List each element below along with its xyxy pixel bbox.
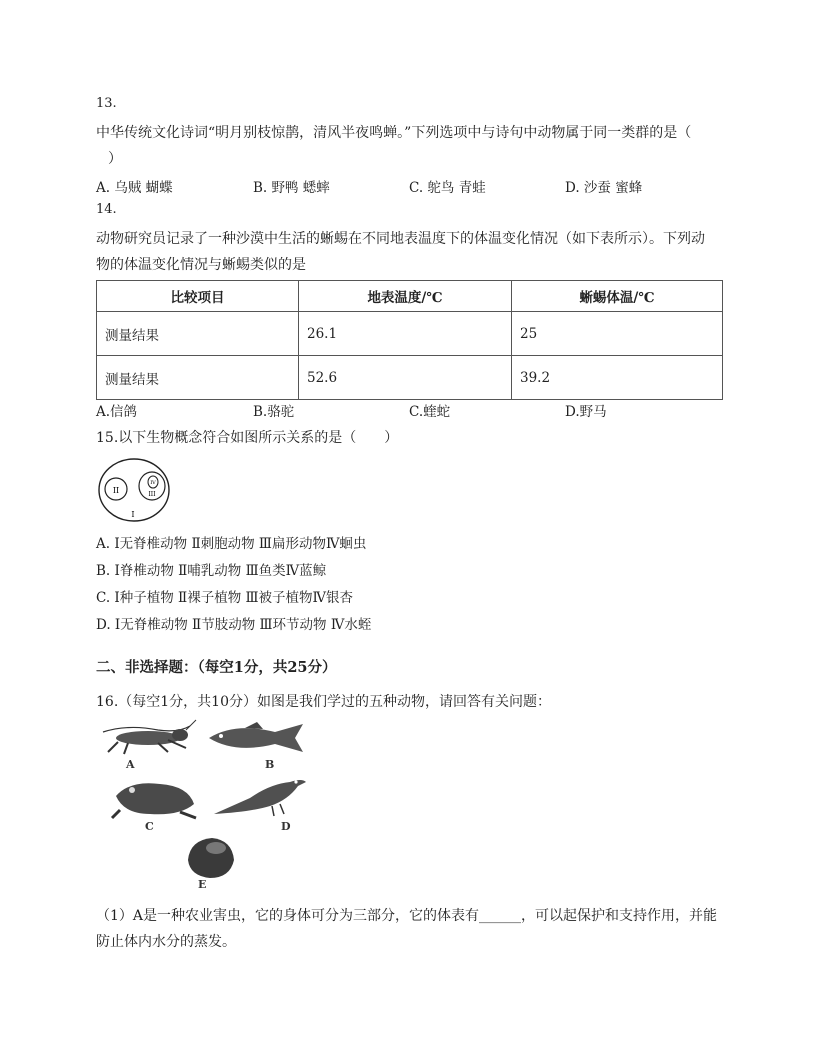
table-row [97,312,723,356]
table-row [97,356,723,400]
q13-option-c: C. 鸵鸟 青蛙 [409,180,486,196]
animal-label-d: D [281,820,291,833]
animal-label-a: A [126,758,135,771]
lizard-temperature-table [96,280,723,400]
q16-stem: 16.（每空1分，共10分）如图是我们学过的五种动物，请回答有关问题： [96,694,551,710]
table-header-row [97,281,723,312]
q14-number: 14. [96,202,117,217]
table-header-cell: 蜥蜴体温/℃ [512,281,723,312]
concept-relation-diagram [96,455,176,525]
q13-option-a: A. 乌贼 蝴蝶 [96,180,173,196]
q14-option-c: C.蝰蛇 [409,404,451,420]
table-header-cell: 地表温度/℃ [299,281,512,312]
grasshopper-image [98,718,198,758]
q13-stem-line2: ） [108,151,122,167]
section-title: 二、非选择题：（每空1分，共25分） [96,659,337,676]
frog-image [110,776,200,820]
pigeon-image [210,770,310,820]
table-cell: 26.1 [299,312,512,356]
q15-stem: 15.以下生物概念符合如图所示关系的是（ ） [96,430,399,446]
animal-label-c: C [145,820,154,833]
table-cell: 25 [512,312,723,356]
table-header-cell: 比较项目 [97,281,299,312]
q13-stem-line1: 中华传统文化诗词“明月别枝惊鹊，清风半夜鸣蝉。”下列选项中与诗句中动物属于同一类群的是（ [96,125,692,141]
q16-sub1-line1: （1）A是一种农业害虫，它的身体可分为三部分，它的体表有______，可以起保护和支持作用，并能 [96,908,718,924]
q15-option-a: A. Ⅰ无脊椎动物 Ⅱ刺胞动物 Ⅲ扁形动物Ⅳ蛔虫 [96,536,367,552]
q15-option-d: D. Ⅰ无脊椎动物 Ⅱ节肢动物 Ⅲ环节动物 Ⅳ水蛭 [96,617,372,633]
fish-image [205,720,309,756]
q13-option-b: B. 野鸭 蟋蟀 [253,180,330,196]
q14-stem-line2: 物的体温变化情况与蜥蜴类似的是 [96,257,306,273]
diagram-label-iv: IV [150,480,156,486]
animal-label-e: E [198,878,207,891]
animal-label-b: B [265,758,275,771]
q16-sub1-line2: 防止体内水分的蒸发。 [96,934,236,950]
mammal-image [182,834,238,880]
q13-number: 13. [96,96,117,111]
q15-option-c: C. Ⅰ种子植物 Ⅱ裸子植物 Ⅲ被子植物Ⅳ银杏 [96,590,354,606]
q14-option-b: B.骆驼 [253,404,295,420]
diagram-label-i: I [131,510,135,519]
q15-option-b: B. Ⅰ脊椎动物 Ⅱ哺乳动物 Ⅲ鱼类Ⅳ蓝鲸 [96,563,327,579]
diagram-label-ii: II [112,486,120,495]
table-cell: 测量结果 [97,312,299,356]
q14-stem-line1: 动物研究员记录了一种沙漠中生活的蜥蜴在不同地表温度下的体温变化情况（如下表所示）。下列动 [96,231,705,247]
q14-option-a: A.信鸽 [96,404,138,420]
table-cell: 测量结果 [97,356,299,400]
q13-option-d: D. 沙蚕 蜜蜂 [565,180,643,196]
table-cell: 39.2 [512,356,723,400]
table-cell: 52.6 [299,356,512,400]
q14-option-d: D.野马 [565,404,607,420]
diagram-label-iii: III [148,491,156,498]
